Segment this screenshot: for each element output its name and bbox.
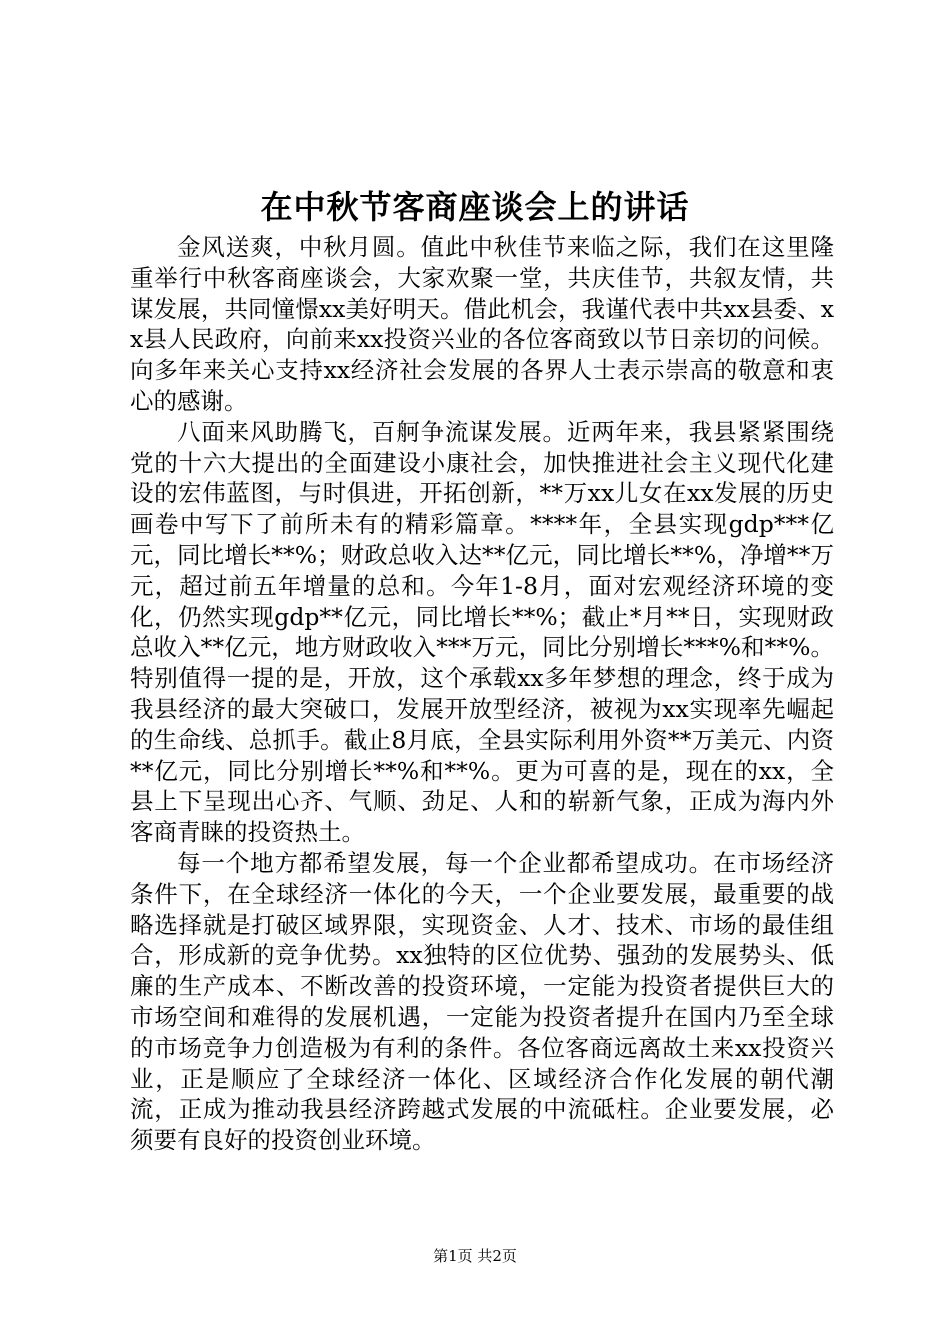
- paragraph-3: 每一个地方都希望发展，每一个企业都希望成功。在市场经济条件下，在全球经济一体化的今天，一个企业要发展，最重要的战略选择就是打破区域界限，实现资金、人才、技术、市场的最佳组合，形成新的竞争优势。xx独特的区位优势、强劲的发展势头、低廉的生产成本、不断改善的投资环境，一定能为投资者提供巨大的市场空间和难得的发展机遇，一定能为投资者提升在国内乃至全球的市场竞争力创造极为有利的条件。各位客商远离故土来xx投资兴业，正是顺应了全球经济一体化、区域经济合作化发展的朝代潮流，正成为推动我县经济跨越式发展的中流砥柱。企业要发展，必须要有良好的投资创业环境。: [130, 848, 834, 1155]
- page-footer: 第1页 共2页: [433, 1247, 517, 1265]
- paragraph-2: 八面来风助腾飞，百舸争流谋发展。近两年来，我县紧紧围绕党的十六大提出的全面建设小康社会，加快推进社会主义现代化建设的宏伟蓝图，与时俱进，开拓创新，**万xx儿女在xx发展的历史画卷中写下了前所未有的精彩篇章。****年，全县实现gdp***亿元，同比增长**%；财政总收入达**亿元，同比增长**%，净增**万元，超过前五年增量的总和。今年1-8月，面对宏观经济环境的变化，仍然实现gdp**亿元，同比增长**%；截止*月**日，实现财政总收入**亿元，地方财政收入***万元，同比分别增长***%和**%。特别值得一提的是，开放，这个承载xx多年梦想的理念，终于成为我县经济的最大突破口，发展开放型经济，被视为xx实现率先崛起的生命线、总抓手。截止8月底，全县实际利用外资**万美元、内资**亿元，同比分别增长**%和**%。更为可喜的是，现在的xx，全县上下呈现出心齐、气顺、劲足、人和的崭新气象，正成为海内外客商青睐的投资热土。: [130, 417, 834, 847]
- paragraph-1: 金风送爽，中秋月圆。值此中秋佳节来临之际，我们在这里隆重举行中秋客商座谈会，大家欢聚一堂，共庆佳节，共叙友情，共谋发展，共同憧憬xx美好明天。借此机会，我谨代表中共xx县委、xx县人民政府，向前来xx投资兴业的各位客商致以节日亲切的问候。向多年来关心支持xx经济社会发展的各界人士表示崇高的敬意和衷心的感谢。: [130, 233, 834, 415]
- page-title: 在中秋节客商座谈会上的讲话: [260, 188, 690, 226]
- body-text: [130, 232, 834, 1156]
